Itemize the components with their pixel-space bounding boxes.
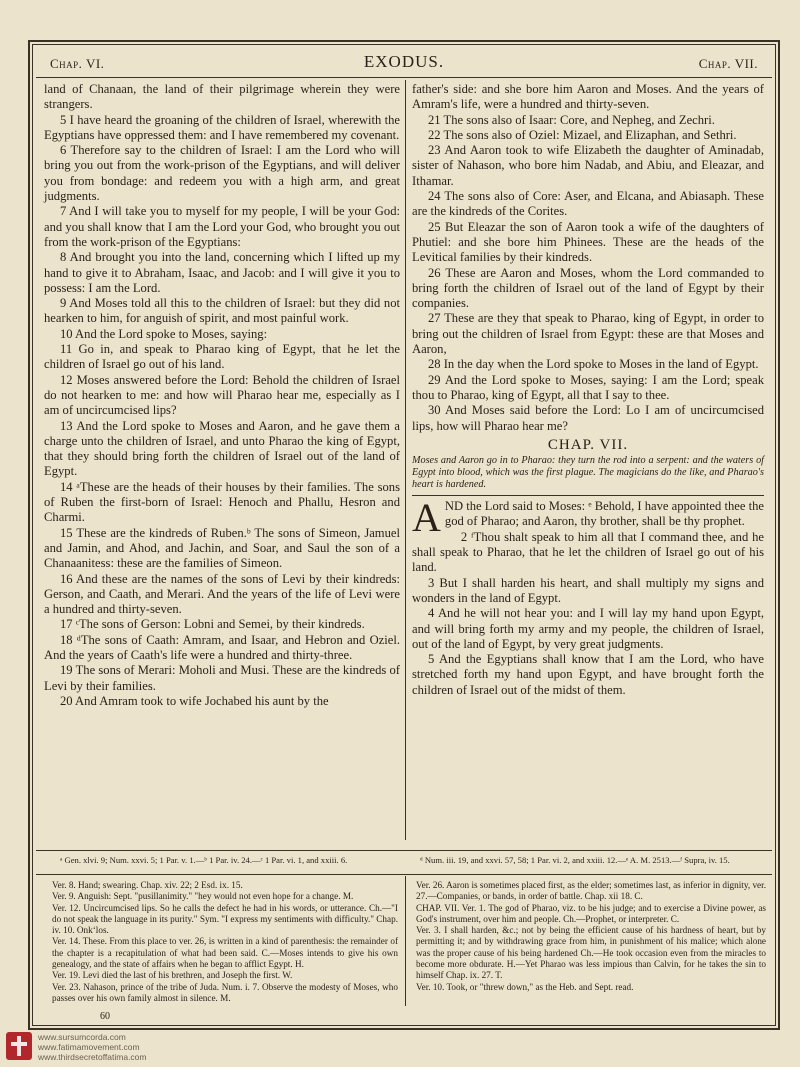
cross-references-left: ᵃ Gen. xlvi. 9; Num. xxvi. 5; 1 Par. v. 1.—ᵇ 1 Par. iv. 24.—ᶜ 1 Par. vi. 1, and xxiii. 6. xyxy=(60,855,348,865)
verse-with-dropcap xyxy=(412,495,764,541)
verse-text: 20 And Amram took to wife Jochabed his aunt by the xyxy=(60,693,329,708)
verse-text: 16 And these are the names of the sons of Levi by their kindreds: Gerson, and Caath, and Merari. And the years of the life of Levi were a hundred and thirty-seven. xyxy=(44,571,400,617)
verse-text: 18 ᵈThe sons of Caath: Amram, and Isaar, and Hebron and Oziel. And the years of Caath's life were a hundred and thirty-three. xyxy=(44,632,400,662)
header-left-chapter: Chap. VI. xyxy=(50,56,105,71)
watermark xyxy=(6,1030,246,1064)
chapter-summary: Moses and Aaron go in to Pharao: they turn the rod into a serpent: and the waters of Egypt into blood, which was the first plague. The magicians do the like, and Pharao's heart is hardened. xyxy=(412,455,764,496)
verse-text: 17 ᶜThe sons of Gerson: Lobni and Semei, by their kindreds. xyxy=(60,617,365,632)
notes-divider xyxy=(405,876,406,1006)
commentary-note: Ver. 19. Levi died the last of his brethren, and Joseph the first. W. xyxy=(52,970,293,981)
verse-text: 24 The sons also of Core: Aser, and Elcana, and Abiasaph. These are the kindreds of the Corites. xyxy=(412,189,764,219)
verse-text: 10 And the Lord spoke to Moses, saying: xyxy=(60,326,268,341)
cross-references-right: ᵈ Num. iii. 19, and xxvi. 57, 58; 1 Par. vi. 2, and xxiii. 12.—ᵉ A. M. 2513.—ᶠ Supra, iv. 15. xyxy=(420,855,730,865)
header-book-title: EXODUS. xyxy=(363,52,445,71)
verse-text: 5 And the Egyptians shall know that I am the Lord, who have stretched forth my hand upon Egypt, and have brought forth the children of Israel out of the midst of them. xyxy=(412,652,764,697)
verse-text: 23 And Aaron took to wife Elizabeth the daughter of Aminadab, sister of Nahason, who bore him Nadab, and Abiu, and Eleazar, and Ithamar. xyxy=(412,143,764,188)
cross-logo-icon xyxy=(6,1032,32,1060)
verse-text: 7 And I will take you to myself for my people, I will be your God: and you shall know that I am the Lord your God, who brought you out from the work-prison of the Egyptians: xyxy=(44,204,400,249)
verse-text: 11 Go in, and speak to Pharao king of Egypt, that he let the children of Israel go out of his land. xyxy=(44,342,400,372)
right-column xyxy=(412,82,764,698)
running-head xyxy=(36,50,772,78)
verse-text: 21 The sons also of Isaar: Core, and Nepheg, and Zechri. xyxy=(428,112,715,127)
verse-text: 22 The sons also of Oziel: Mizael, and Elizaphan, and Sethri. xyxy=(428,127,737,142)
verse-text: 9 And Moses told all this to the children of Israel: but they did not hearken to him, for anguish of spirit, and most painful work. xyxy=(44,296,400,326)
commentary-note: Ver. 3. I shall harden, &c.; not by being the efficient cause of his hardness of heart, but by permitting it; and by withdrawing grace from him, in punishment of his malice; which alone was the proper cause of his being hardened Ch.—He took occasion even from the miracles to become more obdurate. H.—Yet Pharao was less impious than Calvin, for he takes the sin to himself Chap. ix. 27. T. xyxy=(416,925,766,981)
verse-text: 30 And Moses said before the Lord: Lo I am of uncircumcised lips, how will Pharao hear me? xyxy=(412,403,764,433)
commentary-note: Ver. 26. Aaron is sometimes placed first, as the elder; sometimes last, as inferior in dignity, ver. 27.—Companies, or bands, in order of battle. Chap. xii 18. C. xyxy=(416,880,766,902)
verse-text: ND the Lord said to Moses: ᵉ Behold, I have appointed thee the god of Pharao; and Aaron, thy brother, shall be thy prophet. xyxy=(444,499,764,529)
verse-text: 12 Moses answered before the Lord: Behold the children of Israel do not hearken to me: and how will Pharao hear me, especially as I am of uncircumcised lips? xyxy=(44,372,400,418)
commentary-note: Ver. 9. Anguish: Sept. "pusillanimity." "hey would not even hope for a change. M. xyxy=(52,891,354,902)
notes-rule xyxy=(36,874,772,875)
watermark-url[interactable]: www.thirdsecretoffatima.com xyxy=(38,1052,147,1062)
verse-text: 3 But I shall harden his heart, and shall multiply my signs and wonders in the land of Egypt. xyxy=(412,575,764,605)
commentary-note: Ver. 10. Took, or "threw down," as the Heb. and Sept. read. xyxy=(416,981,634,992)
drop-cap-letter: A xyxy=(412,495,441,541)
verse-text: 28 In the day when the Lord spoke to Moses in the land of Egypt. xyxy=(428,357,759,372)
commentary-notes-left xyxy=(52,880,398,1004)
verse-text: 8 And brought you into the land, concerning which I lifted up my hand to give it to Abraham, Isaac, and Jacob: and I will give it you to possess: I am the Lord. xyxy=(44,250,400,295)
verse-text: 2 ᶠThou shalt speak to him all that I command thee, and he shall speak to Pharao, that he let the children of Israel go out of his land. xyxy=(412,529,764,575)
header-right-chapter: Chap. VII. xyxy=(698,56,758,71)
watermark-url[interactable]: www.fatimamovement.com xyxy=(38,1042,140,1052)
left-column xyxy=(44,82,400,709)
verse-text: 5 I have heard the groaning of the children of Israel, wherewith the Egyptians have oppressed them: and I have remembered my covenant. xyxy=(44,112,400,142)
verse-text: 27 These are they that speak to Pharao, king of Egypt, in order to bring out the children of Israel from Egypt: these are that Moses and Aaron, xyxy=(412,311,764,357)
commentary-note: Ver. 8. Hand; swearing. Chap. xiv. 22; 2 Esd. ix. 15. xyxy=(52,880,243,890)
footnote-rule xyxy=(36,850,772,851)
verse-text: 15 These are the kindreds of Ruben.ᵇ The sons of Simeon, Jamuel and Jamin, and Ahod, and Jachin, and Soar, and Saul the son of a Chanaanitess: these are the families of Simeon. xyxy=(44,525,400,571)
verse-text: father's side: and she bore him Aaron and Moses. And the years of Amram's life, were a hundred and thirty-seven. xyxy=(412,82,764,112)
commentary-note: Ver. 14. These. From this place to ver. 26, is written in a kind of parenthesis: the remainder of the chapter is a recapitulation of what had been said. C.—Moses intends to give his own genealogy, and the state of affairs when he began to afflict Egypt. H. xyxy=(52,936,398,970)
column-divider xyxy=(405,80,406,840)
commentary-note: CHAP. VII. Ver. 1. The god of Pharao, viz. to be his judge; and to exercise a Divine power, as God's instrument, over him and people. Ch.—Prophet, or interpreter. C. xyxy=(416,902,766,924)
watermark-urls xyxy=(38,1032,147,1062)
watermark-url[interactable]: www.sursumcorda.com xyxy=(38,1032,126,1042)
verse-text: 29 And the Lord spoke to Moses, saying: I am the Lord; speak thou to Pharao, king of Egypt, all that I say to thee. xyxy=(412,372,764,402)
verse-text: 6 Therefore say to the children of Israel: I am the Lord who will bring you out from the work-prison of the Egyptians, and will deliver you from bondage: and redeem you with a high arm, and great judgments. xyxy=(44,143,400,204)
commentary-note: Ver. 12. Uncircumcised lips. So he calls the defect he had in his words, or utterance. Ch.—"I do not speak the language in its purity." Sym. "I express my sentiments with difficulty." Chap. iv. 10. Onk‘los. xyxy=(52,902,398,936)
commentary-note: Ver. 23. Nahason, prince of the tribe of Juda. Num. i. 7. Observe the modesty of Moses, who passes over his own family almost in silence. M. xyxy=(52,981,398,1003)
verse-text: 14 ᵃThese are the heads of their houses by their families. The sons of Ruben the first-born of Israel: Henoch and Phallu, Hesron and Charmi. xyxy=(44,479,400,525)
verse-text: 26 These are Aaron and Moses, whom the Lord commanded to bring forth the children of Israel out of the land of Egypt by their companies. xyxy=(412,265,764,311)
verse-text: 19 The sons of Merari: Moholi and Musi. These are the kindreds of Levi by their families. xyxy=(44,663,400,693)
verse-text: 25 But Eleazar the son of Aaron took a wife of the daughters of Phutiel: and she bore him Phinees. These are the heads of the Levitical families by their kindreds. xyxy=(412,219,764,265)
verse-text: land of Chanaan, the land of their pilgrimage wherein they were strangers. xyxy=(44,82,400,112)
verse-text: 13 And the Lord spoke to Moses and Aaron, and he gave them a charge unto the children of Israel, and unto Pharao the king of Egypt, that they should bring forth the children of Israel out of the land of Egypt. xyxy=(44,418,400,479)
verse-text: 4 And he will not hear you: and I will lay my hand upon Egypt, and will bring forth my army and my people, the children of Israel, out of the land of Egypt, by very great judgments. xyxy=(412,606,764,651)
commentary-notes-right xyxy=(416,880,766,993)
page-number: 60 xyxy=(100,1011,110,1022)
chapter-heading: CHAP. VII. xyxy=(547,436,629,453)
